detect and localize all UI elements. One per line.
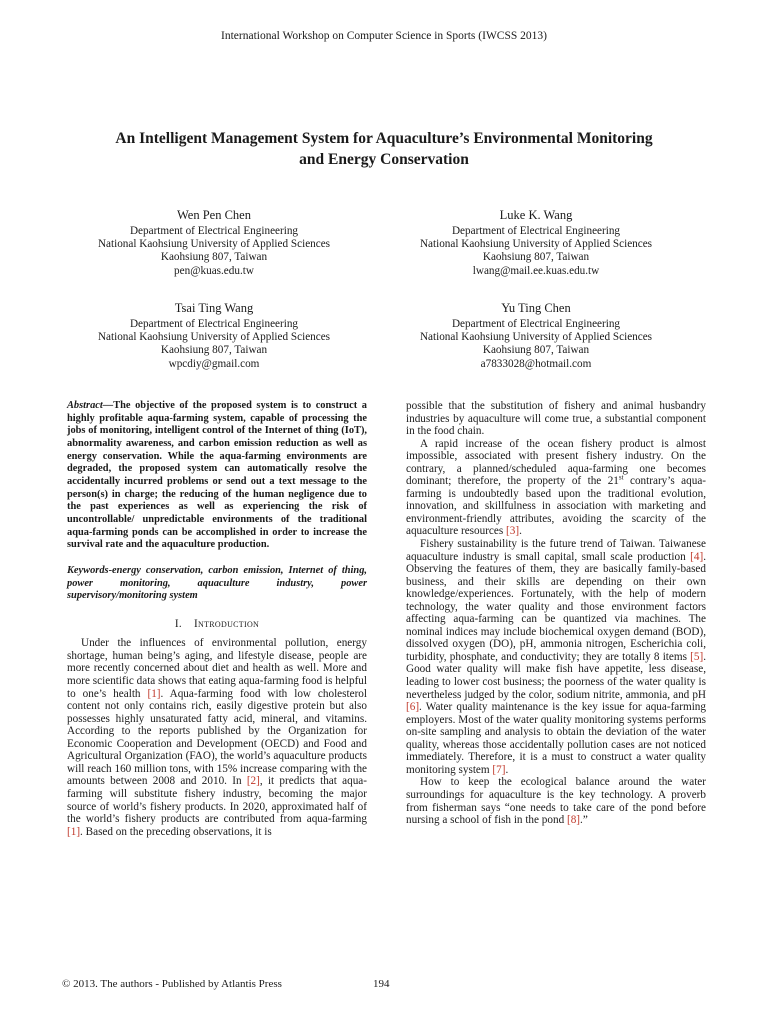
author-city: Kaohsiung 807, Taiwan	[160, 344, 268, 357]
author-city: Kaohsiung 807, Taiwan	[482, 251, 590, 264]
citation-link[interactable]: [4]	[690, 550, 704, 563]
author-department: Department of Electrical Engineering	[451, 225, 621, 237]
right-column	[406, 400, 706, 827]
text-span: . Based on the preceding observations, it is	[80, 825, 272, 838]
intro-paragraph-1	[67, 637, 367, 838]
author-name: Wen Pen Chen	[177, 208, 251, 222]
citation-link[interactable]: [8]	[566, 814, 581, 827]
title-line-2: and Energy Conservation	[299, 151, 469, 168]
text-span: possible that the substitution of fishery and animal husbandry industries by aquaculture will come true, a substantial component in the food chain.	[406, 400, 706, 438]
author-department: Department of Electrical Engineering	[129, 318, 299, 330]
citation-link[interactable]: [1]	[147, 687, 161, 700]
author-university: National Kaohsiung University of Applied Sciences	[419, 331, 653, 344]
author-block-3	[64, 301, 364, 371]
abstract-text: The objective of the proposed system is to construct a highly profitable aqua-farming system, capable of processing the jobs of monitoring, intelligent control of the Internet of thing (IoT), abnormality awareness, and carbon emission reduction as well as energy conservation. While the aqua-farming environments are degraded, the proposed system can automatically resolve the accidentally incurred problems or send out a text message to the person(s) in charge; the reducing of the human negligence due to the past experiences as well as experiencing the risk of uncontrollable/ unpredictable environments of the traditional aqua-farming ponds can be accomplished in order to increase the survival rate and the aquaculture production.	[67, 400, 367, 551]
text-span: contrary’s aqua-farming is undoubtedly based upon the traditional evolution, innovation, and skillfulness in association with marketing and environment-friendly attributes, avoiding the scarcity of the aquaculture resources	[406, 475, 707, 538]
keywords: Keywords-energy conservation, carbon emission, Internet of thing, power monitoring, aquaculture industry, power supervisory/monitoring system	[67, 564, 367, 602]
citation-link[interactable]: [2]	[246, 775, 260, 788]
section-heading	[67, 618, 367, 631]
text-span: . Good water quality will make fish have appetite, less disease, leading to lower cost business; the poorness of the water quality is nevertheless judged by the color, sodium nitrite, ammonia, and pH	[406, 650, 706, 701]
text-span: .	[505, 763, 509, 776]
author-email: lwang@mail.ee.kuas.edu.tw	[472, 264, 600, 277]
text-span: Under the influences of environmental pollution, energy shortage, human being’s aging, and lifestyle disease, people are more recently concerned about diet and health as well. More and more scientific data shows that eating aqua-farming food is helpful to one’s health	[67, 637, 367, 700]
text-span: .	[519, 525, 522, 538]
text-span: . Water quality maintenance is the key issue for aqua-farming employers. Most of the water quality monitoring systems performs on-site sampling and analysis to obtain the deviation of the water quality, whereas those accidentally pollution cases are not noticed immediately. Therefore, it is a must to construct a water quality monitoring system	[406, 701, 706, 776]
superscript: st	[618, 473, 624, 482]
paragraph-continuation	[406, 400, 706, 438]
paper-title	[60, 128, 708, 170]
citation-link[interactable]: [6]	[406, 701, 420, 714]
author-name: Yu Ting Chen	[501, 301, 571, 315]
paragraph-ocean-fishery	[406, 438, 706, 538]
citation-link[interactable]: [5]	[690, 650, 704, 663]
abstract	[67, 400, 367, 552]
page-number: 194	[373, 978, 390, 990]
author-email: pen@kuas.edu.tw	[174, 264, 254, 277]
author-name: Luke K. Wang	[499, 208, 573, 222]
author-university: National Kaohsiung University of Applied Sciences	[419, 238, 653, 251]
section-title: Introduction	[194, 617, 260, 630]
citation-link[interactable]: [7]	[492, 763, 506, 776]
author-university: National Kaohsiung University of Applied Sciences	[97, 238, 331, 251]
text-span: Fishery sustainability is the future trend of Taiwan. Taiwanese aquaculture industry is small capital, small scale production	[406, 538, 706, 563]
author-city: Kaohsiung 807, Taiwan	[160, 251, 268, 264]
text-span: . Aqua-farming food with low cholesterol content not only contains rich, easily digestive protein but also possesses highly unsaturated fatty acid, mineral, and vitamins. According to the reports published by the Organization for Economic Cooperation and Development (OECD) and Food and Agricultural Organization (FAO), the world’s aquaculture products will reach 160 million tons, with 15% increase comparing with the amounts between 2008 and 2010. In	[67, 687, 368, 788]
paragraph-ecological-balance	[406, 776, 706, 826]
text-span: , it predicts that aqua-farming will substitute fishery industry, becoming the major source of world’s fishery products. In 2020, approximated half of the world’s fishery products are contributed from aqua-farming	[67, 775, 367, 826]
citation-link[interactable]: [1]	[67, 825, 81, 838]
text-span: A rapid increase of the ocean fishery product is almost impossible, associated with present fishery industry. On the contrary, a planned/scheduled aqua-farming one becomes dominant; therefore, the property of the 21	[406, 437, 706, 488]
author-university: National Kaohsiung University of Applied Sciences	[97, 331, 331, 344]
section-number: I.	[174, 617, 182, 630]
author-department: Department of Electrical Engineering	[451, 318, 621, 330]
author-email: a7833028@hotmail.com	[480, 357, 592, 370]
title-line-1: An Intelligent Management System for Aquaculture’s Environmental Monitoring	[115, 130, 653, 147]
text-span: . Observing the features of them, they are basically family-based business, and their skills are depending on their own knowledge/experiences. Fortunately, with the help of modern technology, the water quality and those environment factors affecting aqua-farming can be quantized via machines. The nominal indices may include biochemical oxygen demand (BOD), dissolved oxygen (DO), pH, ammonia nitrogen, Escherichia coli, turbidity, phosphate, and conductivity; they are totally 8 items	[406, 550, 706, 663]
text-span: .”	[580, 814, 588, 827]
author-email: wpcdiy@gmail.com	[168, 357, 260, 370]
author-city: Kaohsiung 807, Taiwan	[482, 344, 590, 357]
paragraph-sustainability	[406, 538, 706, 776]
citation-link[interactable]: [3]	[506, 525, 520, 538]
author-department: Department of Electrical Engineering	[129, 225, 299, 237]
author-block-4	[386, 301, 686, 371]
author-block-2	[386, 208, 686, 278]
author-block-1	[64, 208, 364, 278]
text-span: How to keep the ecological balance around the water surroundings for aquaculture is the key technology. A proverb from fisherman says “one needs to take care of the pond before nursing a school of fish in the pond	[406, 776, 706, 827]
author-name: Tsai Ting Wang	[174, 301, 254, 315]
abstract-lead: Abstract—	[67, 400, 114, 411]
copyright-footer: © 2013. The authors - Published by Atlantis Press	[62, 978, 282, 990]
left-column	[67, 400, 367, 838]
running-header: International Workshop on Computer Science in Sports (IWCSS 2013)	[221, 30, 547, 42]
